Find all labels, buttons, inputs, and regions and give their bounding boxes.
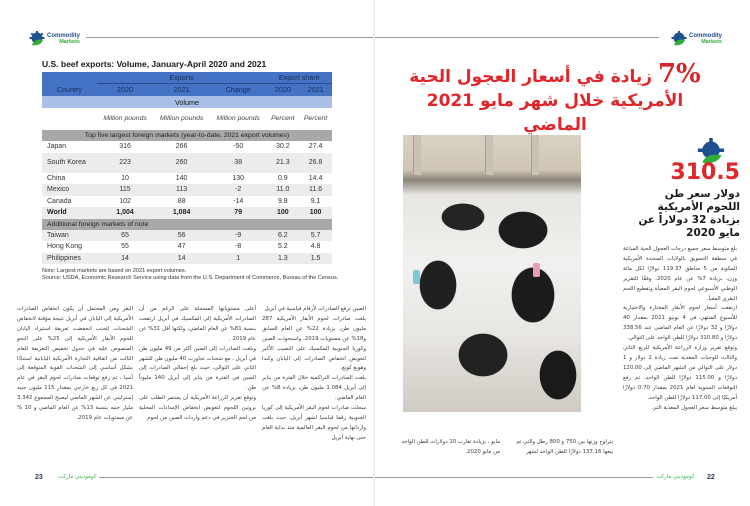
headline-line2: الأمريكية خلال شهر مايو 2021 الماضي <box>426 91 684 135</box>
header-rule <box>375 37 659 38</box>
brand-name-line2: Markets <box>701 39 722 45</box>
table-row: Japan 316 266 -50 30.2 27.4 <box>47 143 323 151</box>
beef-exports-table <box>42 72 332 264</box>
gear-leaf-icon <box>671 31 687 47</box>
article-column-left: البقر ومن المحتمل أن يكون انخفاض الصادرات الأمريكية إلى اليابان في أبريل نتيجة مؤقتة لانخفاض الشحنات لتجنب انخفضت تعريفة استيراد اليابان للحوم الأبقار الأمريكية إلى 25% على النحو المنصوص عليه في جدول تخفيض التعريفة للعام الثالث من اتفاقية التجارة الأمريكية اليابانية استنادًا بشكل أساسي إلى الشحنات القوية المتوقعة إلى آسيا ، تم رفع توقعات صادرات لحوم البقر في عام 2021 في كل ربع خارجي بمقدار 115 مليون جنيه إسترليني عن الشهر الماضي ليصبح المجموع 3.342 مليار جنيه بنسبة 13% عن العام الماضي و 10 % عن مستويات عام 2019. <box>17 306 133 421</box>
ear-tag <box>413 270 420 284</box>
unit-label: Million pounds <box>159 115 204 123</box>
unit-label: Percent <box>303 115 328 123</box>
unit-label: Percent <box>271 115 295 123</box>
table-row-world-total: World 1,004 1,084 79 100 100 <box>42 207 332 219</box>
table-title: U.S. beef exports: Volume, January-April 2020 and 2021 <box>42 59 267 69</box>
unit-label: Million pounds <box>216 115 260 123</box>
photo-caption-left: مايو ، بزيادة تقارب 10 دولارات للطن الواحد من مايو 2020. <box>401 439 500 455</box>
col-header-exports-2020: 2020 <box>97 83 154 96</box>
brand-name-line2: Markets <box>59 39 80 45</box>
headline-line1: زيادة في أسعار العجول الحية <box>409 67 653 87</box>
article-headline <box>405 59 705 137</box>
group-header-export-share: Export share <box>266 72 332 83</box>
article-column-right: الصين ترفع الصادرات لأرقام قياسية في أبريل بلغت صادرات لحوم الأبقار الأمريكية 287 مليون طن، بزيادة 22% عن العام السابق و18% عن مستويات 2019، واستحوذت الصين وكوريا الجنوبية المكسيك على النصيب الأكبر لتعويض انخفاض الصادرات إلى اليابان وكندا وهونغ كونغ. بلغت الصادرات التراكمية خلال الفترة من يناير إلى أبريل 1.084 مليون طن، بزيادة 8% عن العام الماضي. سجلت صادرات لحوم البقر الأمريكية إلى كوريا الجنوبية رقما قياسيا لشهر أبريل، حيث بلغت وارداتها من لحوم البقر العالمية منذ بداية العام حتى نهاية أبريل <box>262 306 366 441</box>
col-header-country: Country <box>42 83 97 96</box>
stat-caption: دولار سعر طن اللحوم الأمريكية بزيادة 32 دولاراً عن مايو 2020 <box>638 188 740 239</box>
table-row: South Korea 223 260 38 21.3 26.8 <box>42 153 332 173</box>
article-column-middle: أعلى مستوياتها المسجلة على الرغم من أن الصادرات الأمريكية إلى المكسيك في أبريل ارتفعت بنسبة 81% عن العام الماضي، ولكنها أقل 31% عن عام 2019 . وبلغت الصادرات إلى الصين أكثر من 49 مليون طن في أبريل ، مع شحنات تجاوزت 40 مليون طن للشهر الثاني على التوالي، حيث بلغ إجمالي الصادرات إلى الصين في الفترة من يناير إلى أبريل 140 مليوناً طن. وتوقع تقرير الزراعة الأمريكية أن يستمر الطلب على بروتين اللحوم لتعويض انخفاض الإمدادات المحلية من لحم الخنزير في دعم واردات الصين من لحوم <box>139 306 256 421</box>
article-side-column: بلغ متوسط سعر جميع درجات العجول الحية المباعة في منطقة التسويق بالولايات المتحدة الأمريكية المكونة من 5 مناطق 119.37 دولارًا لكل مائة وزن، بزيادة 7% عن عام 2020، وفقًا للتقرير الوطني الأسبوعي لحوم البقر المعبأة وتقطيع اللحم البقري المعبأ. ارتفعت أسعار لحوم الأبقار المختارة والاختيارية للأسبوع المنتهي في 4 يونيو 2021 بمقدار 40 دولارًا و 32 دولارًا عن العام الماضي عند 338.56 دولارًا و 310.80 دولارًا للطن الواحد على التوالي. وتوقع تقرير وزارة الزراعة الأمريكية للربع الثاني والثالث للوجبات المغذية تمت زيادة 2 دولار و 1 دولار على التوالي من الشهر الماضي إلى 120.00 دولارًا و 115.00 دولارًا للطن الواحد، تم رفع التوقعات السنوية لعام 2021 بمقدار 0.70 دولارًا أمريكيًا إلى 117.00 دولارًا للطن الواحد. يبلغ متوسط سعر العجول المغذية التي <box>623 246 738 411</box>
col-header-share-2021: 2021 <box>299 83 332 96</box>
col-header-exports-2021: 2021 <box>153 83 210 96</box>
section-additional-markets: Additional foreign markets of note <box>42 219 332 230</box>
table-row: Mexico 115 113 -2 11.0 11.6 <box>42 184 332 196</box>
brand-logo <box>29 31 80 47</box>
col-header-change: Change <box>210 83 267 96</box>
table-footnote <box>42 268 342 282</box>
cattle-photo <box>403 135 581 412</box>
brand-name-line1: Commodity <box>47 33 80 39</box>
col-header-share-2020: 2020 <box>266 83 299 96</box>
group-header-exports: Exports <box>97 72 267 83</box>
photo-caption-right: يتراوح وزنها بين 750 و 800 رطل والتي تم بيعها 137.16 دولارًا للطن الواحد لشهر <box>516 439 613 455</box>
table-row: Taiwan 65 56 -9 6.2 5.7 <box>42 230 332 242</box>
page-number: 22 <box>707 474 715 481</box>
table-note: Note: Largest markets are based on 2021 export volumes. <box>42 268 187 274</box>
brand-name-line1: Commodity <box>689 33 722 39</box>
gear-leaf-icon <box>29 31 45 47</box>
footer-brand: كوموديتي ماركت <box>656 474 695 480</box>
table-source: Source: USDA, Economic Research Service using data from the U.S. Department of Commerce, Bureau of the Census. <box>42 275 339 281</box>
footer-rule <box>375 477 653 478</box>
table-row: Canada 102 88 -14 9.8 9.1 <box>47 197 321 205</box>
brand-logo <box>671 31 722 47</box>
ear-tag <box>533 263 540 277</box>
unit-label: Million pounds <box>103 115 147 123</box>
volume-label: Volume <box>42 96 332 108</box>
table-row: China 10 140 130 0.9 14.4 <box>47 174 323 182</box>
headline-percent: 7% <box>657 59 701 89</box>
page-number: 23 <box>35 474 43 481</box>
section-top-markets: Top five largest foreign markets (year-to-date, 2021 export volumes) <box>42 130 332 141</box>
stat-value: 310.5 <box>670 160 740 185</box>
footer-brand: كوموديتي ماركت <box>58 474 97 480</box>
footer-rule <box>99 477 375 478</box>
table-row: Philippines 14 14 1 1.3 1.5 <box>42 253 332 265</box>
table-row: Hong Kong 55 47 -8 5.2 4.8 <box>47 243 321 251</box>
header-rule <box>86 37 375 38</box>
